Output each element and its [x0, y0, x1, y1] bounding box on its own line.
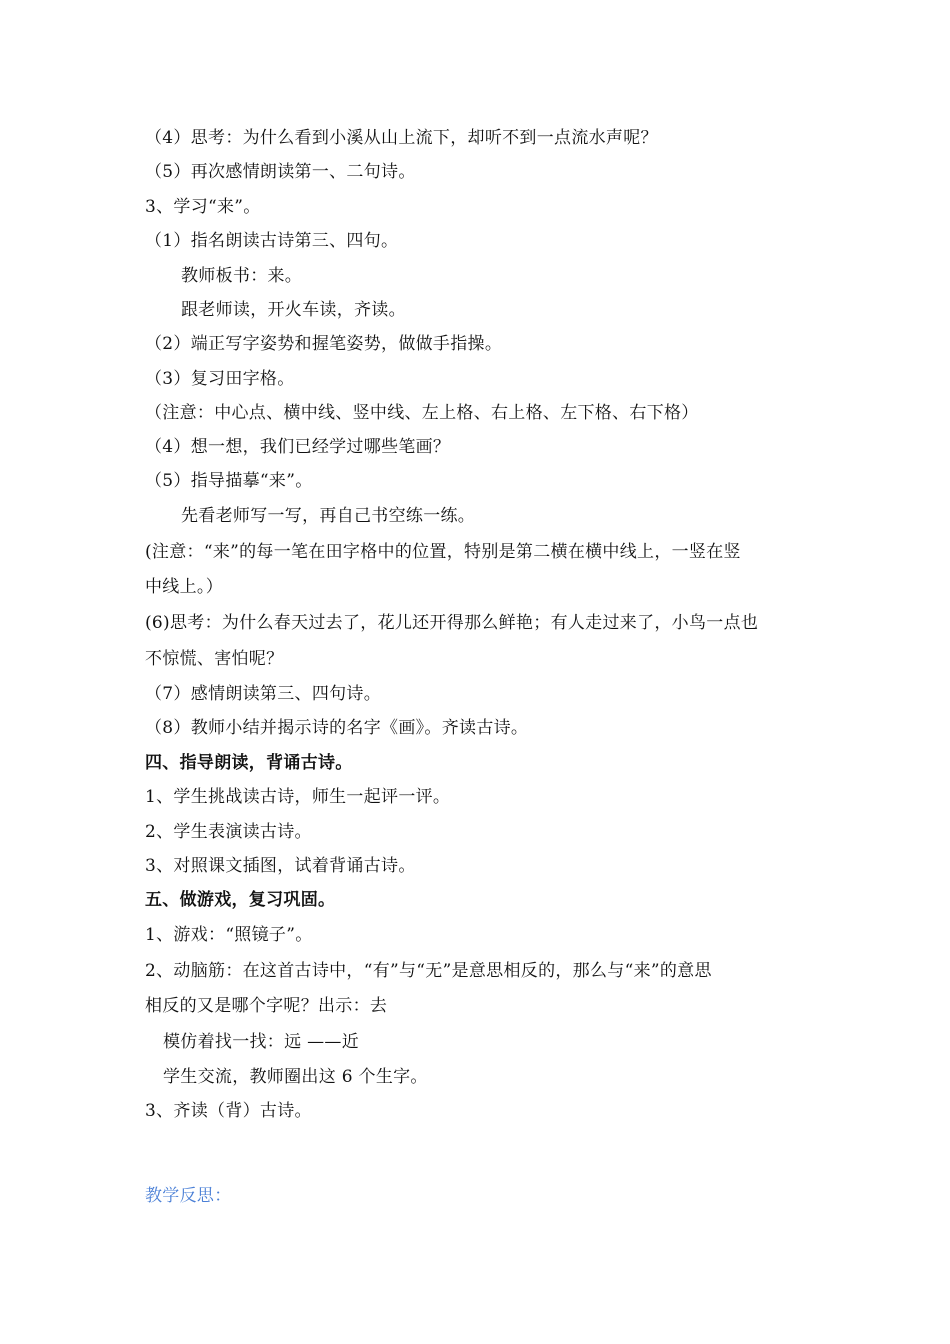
- line-4: （1）指名朗读古诗第三、四句。: [145, 231, 399, 251]
- line-24: 1、游戏：“照镜子”。: [145, 925, 313, 945]
- teaching-reflection-label: 教学反思：: [145, 1186, 232, 1206]
- line-13: (注意：“来”的每一笔在田字格中的位置，特别是第二横在横中线上，一竖在竖: [145, 542, 741, 562]
- line-16: 不惊慌、害怕呢？: [145, 649, 284, 669]
- line-29: 3、齐读（背）古诗。: [145, 1101, 312, 1121]
- line-9: （注意：中心点、横中线、竖中线、左上格、右上格、左下格、右下格）: [145, 403, 699, 423]
- line-5: 教师板书：来。: [181, 266, 303, 286]
- line-17: （7）感情朗读第三、四句诗。: [145, 684, 382, 704]
- line-3: 3、学习“来”。: [145, 197, 261, 217]
- line-22: 3、对照课文插图，试着背诵古诗。: [145, 856, 416, 876]
- line-2: （5）再次感情朗读第一、二句诗。: [145, 162, 416, 182]
- line-21: 2、学生表演读古诗。: [145, 822, 312, 842]
- line-10: （4）想一想，我们已经学过哪些笔画？: [145, 437, 451, 457]
- line-8: （3）复习田字格。: [145, 369, 295, 389]
- line-14: 中线上。）: [145, 577, 223, 597]
- line-7: （2）端正写字姿势和握笔姿势，做做手指操。: [145, 334, 503, 354]
- line-12: 先看老师写一写，再自己书空练一练。: [181, 506, 476, 526]
- line-1: （4）思考：为什么看到小溪从山上流下，却听不到一点流水声呢？: [145, 128, 658, 148]
- line-15: (6)思考：为什么春天过去了，花儿还开得那么鲜艳；有人走过来了，小鸟一点也: [145, 613, 759, 633]
- line-25: 2、动脑筋：在这首古诗中，“有”与“无”是意思相反的，那么与“来”的意思: [145, 961, 712, 981]
- line-28: 学生交流，教师圈出这 6 个生字。: [163, 1067, 428, 1087]
- line-26: 相反的又是哪个字呢？出示：去: [145, 996, 388, 1016]
- line-18: （8）教师小结并揭示诗的名字《画》。齐读古诗。: [145, 718, 529, 738]
- section-heading-4: 四、指导朗读，背诵古诗。: [145, 753, 353, 773]
- section-heading-5: 五、做游戏，复习巩固。: [145, 890, 336, 910]
- line-27: 模仿着找一找：远 ——近: [163, 1032, 360, 1052]
- line-20: 1、学生挑战读古诗，师生一起评一评。: [145, 787, 451, 807]
- line-11: （5）指导描摹“来”。: [145, 471, 313, 491]
- line-6: 跟老师读，开火车读，齐读。: [181, 300, 406, 320]
